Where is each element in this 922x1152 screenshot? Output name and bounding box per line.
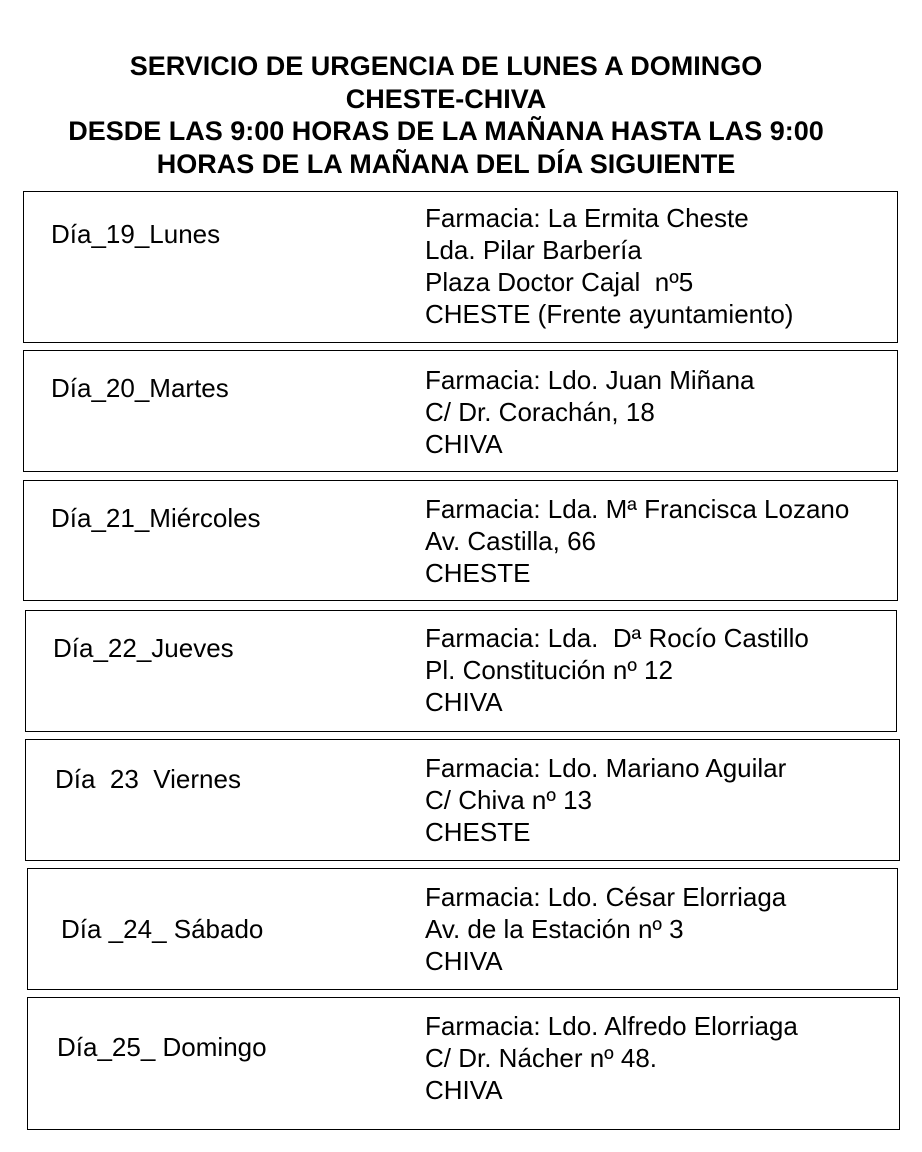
pharmacy-info — [425, 364, 755, 460]
pharmacy-name: Farmacia: Ldo. Juan Miñana — [425, 365, 755, 395]
pharmacy-address: C/ Chiva nº 13 — [425, 785, 593, 815]
pharmacy-address: C/ Dr. Corachán, 18 — [425, 397, 655, 427]
pharmacy-address: Plaza Doctor Cajal nº5 — [425, 267, 694, 297]
pharmacy-info — [425, 752, 786, 848]
pharmacy-line: Lda. Pilar Barbería — [425, 235, 642, 265]
pharmacy-name: Farmacia: La Ermita Cheste — [425, 203, 749, 233]
pharmacy-town: CHESTE (Frente ayuntamiento) — [425, 299, 794, 329]
pharmacy-town: CHESTE — [425, 817, 531, 847]
page-title — [0, 50, 892, 180]
entry-day-label: Día_22_Jueves — [53, 633, 234, 663]
pharmacy-info — [425, 202, 793, 330]
entry-day-label: Día _24_ Sábado — [61, 914, 264, 944]
pharmacy-info — [425, 622, 809, 718]
pharmacy-address: Av. de la Estación nº 3 — [425, 914, 684, 944]
pharmacy-town: CHIVA — [425, 946, 503, 976]
schedule-line: HORAS DE LA MAÑANA DEL DÍA SIGUIENTE — [156, 148, 736, 179]
pharmacy-town: CHESTE — [425, 558, 531, 588]
subtitle-line: CHESTE-CHIVA — [345, 83, 547, 114]
pharmacy-name: Farmacia: Ldo. Alfredo Elorriaga — [425, 1011, 798, 1041]
entry-day-label: Día 23 Viernes — [55, 764, 241, 794]
pharmacy-info — [425, 881, 786, 977]
pharmacy-name: Farmacia: Ldo. Mariano Aguilar — [425, 753, 787, 783]
schedule-line: DESDE LAS 9:00 HORAS DE LA MAÑANA HASTA LAS 9:00 — [68, 116, 824, 146]
pharmacy-name: Farmacia: Ldo. César Elorriaga — [425, 882, 787, 912]
entry-day-label: Día_20_Martes — [51, 373, 229, 403]
pharmacy-name: Farmacia: Lda. Mª Francisca Lozano — [425, 494, 850, 524]
pharmacy-town: CHIVA — [425, 1075, 503, 1105]
pharmacy-info — [425, 493, 849, 589]
pharmacy-name: Farmacia: Lda. Dª Rocío Castillo — [425, 623, 809, 653]
title-line: SERVICIO DE URGENCIA DE LUNES A DOMINGO — [129, 51, 763, 81]
pharmacy-town: CHIVA — [425, 429, 503, 459]
entry-day-label: Día_21_Miércoles — [51, 503, 261, 533]
pharmacy-address: Av. Castilla, 66 — [425, 526, 597, 556]
entry-day-label: Día_19_Lunes — [51, 219, 221, 249]
pharmacy-info — [425, 1010, 798, 1106]
pharmacy-address: Pl. Constitución nº 12 — [425, 655, 673, 685]
pharmacy-address: C/ Dr. Nácher nº 48. — [425, 1043, 658, 1073]
entry-day-label: Día_25_ Domingo — [57, 1032, 267, 1062]
pharmacy-town: CHIVA — [425, 687, 503, 717]
